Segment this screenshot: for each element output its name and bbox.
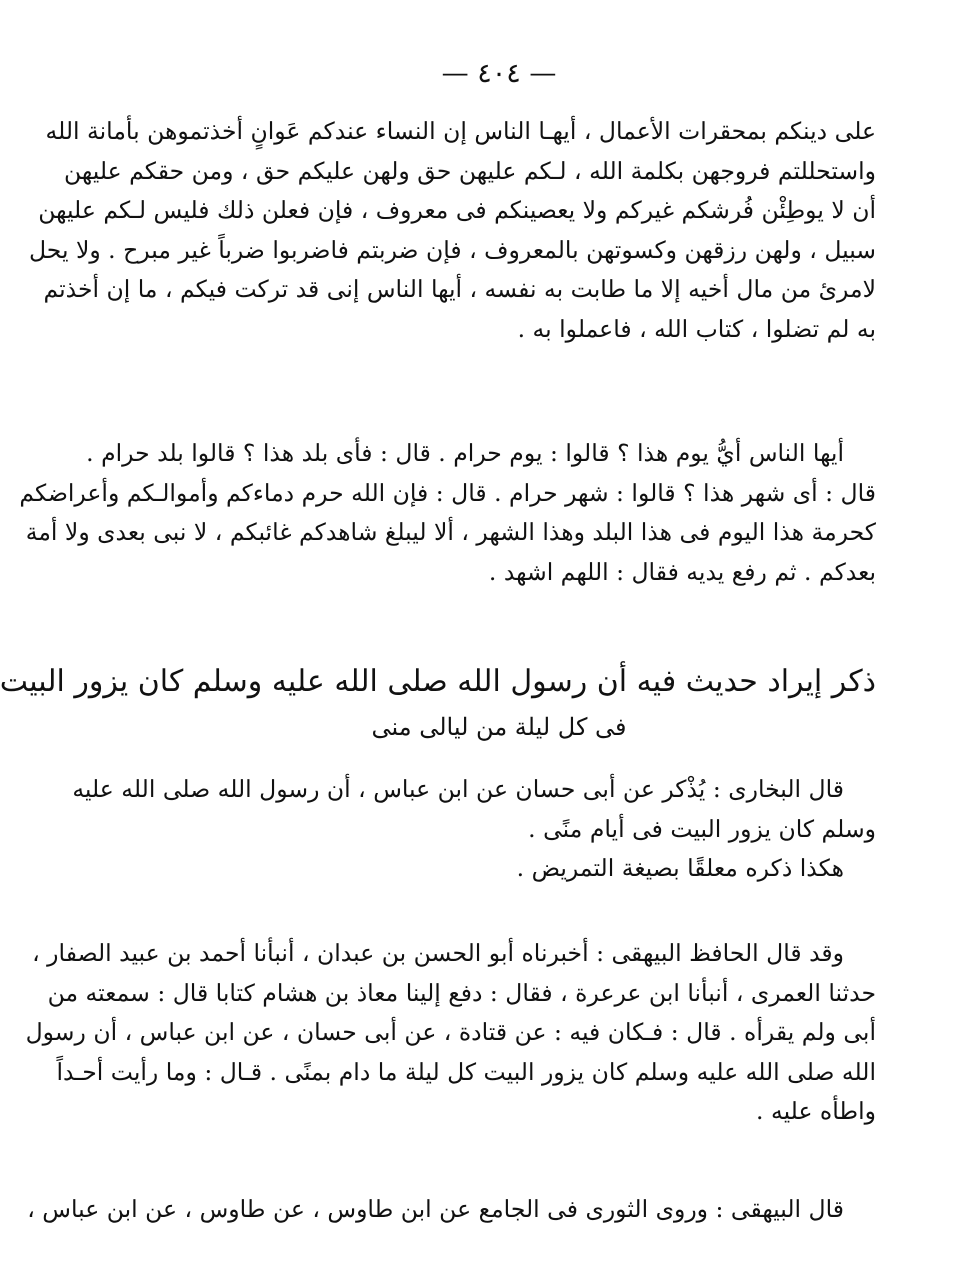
text-line: به لم تضلوا ، كتاب الله ، فاعملوا به . [517, 314, 876, 343]
text-line: وقد قال الحافظ البيهقى : أخبرناه أبو الحسن بن عبدان ، أنبأنا أحمد بن عبيد الصفار ، [32, 939, 844, 967]
section-heading-title: ذكر إيراد حديث فيه أن رسول الله صلى الله عليه وسلم كان يزور البيت [0, 664, 876, 699]
section-heading-subtitle: فى كل ليلة من ليالى منى [371, 713, 627, 741]
text-line: الله صلى الله عليه وسلم كان يزور البيت كل ليلة ما دام بمنًى . قـال : وما رأيت أحـداً [56, 1057, 876, 1086]
text-line: سبيل ، ولهن رزقهن وكسوتهن بالمعروف ، فإن ضربتم فاضربوا ضرباً غير مبرح . ولا يحل [28, 235, 876, 264]
text-line: على دينكم بمحقرات الأعمال ، أيهـا الناس إن النساء عندكم عَوانٍ أخذتموهن بأمانة الله [45, 117, 876, 145]
text-line: أيها الناس أيُّ يوم هذا ؟ قالوا : يوم حرام . قال : فأى بلد هذا ؟ قالوا بلد حرام . [86, 439, 844, 467]
text-line: أن لا يوطِئْن فُرشكم غيركم ولا يعصينكم فى معروف ، فإن فعلن ذلك فليس لـكم عليهن [38, 196, 876, 224]
paragraph-bukhari [72, 770, 876, 889]
page-number: — ٤٠٤ — [441, 58, 557, 89]
text-line: بعدكم . ثم رفع يديه فقال : اللهم اشهد . [488, 557, 876, 586]
paragraph-sermon-continuation [28, 112, 876, 349]
text-line: قال البخارى : يُذْكر عن أبى حسان عن ابن عباس ، أن رسول الله صلى الله عليه [72, 775, 844, 803]
paragraph-bayhaqi-chain [25, 934, 876, 1132]
text-line: قال البيهقى : وروى الثورى فى الجامع عن ابن طاوس ، عن طاوس ، عن ابن عباس ، [27, 1195, 844, 1223]
paragraph-day-questions [19, 434, 876, 592]
text-line: أبى ولم يقرأه . قال : فـكان فيه : عن قتادة ، عن أبى حسان ، عن ابن عباس ، أن رسول [25, 1018, 876, 1046]
section-heading [0, 656, 876, 746]
paragraph-bayhaqi-thawri [27, 1190, 876, 1230]
text-line: حدثنا العمرى ، أنبأنا ابن عرعرة ، فقال : دفع إلينا معاذ بن هشام كتابا قال : سمعته من [47, 978, 876, 1007]
text-line: واطأه عليه . [756, 1097, 876, 1125]
text-line: لامرئ من مال أخيه إلا ما طابت به نفسه ، أيها الناس إنى قد تركت فيكم ، ما إن أخذتم [43, 275, 876, 303]
text-line: هكذا ذكره معلقًا بصيغة التمريض . [516, 854, 844, 882]
text-line: كحرمة هذا اليوم فى هذا البلد وهذا الشهر ، ألا ليبلغ شاهدكم غائبكم ، لا نبى بعدى ولا أمة [25, 518, 876, 546]
text-line: وسلم كان يزور البيت فى أيام منًى . [528, 814, 876, 843]
text-line: قال : أى شهر هذا ؟ قالوا : شهر حرام . قال : فإن الله حرم دماءكم وأموالـكم وأعراضكم [19, 478, 876, 507]
text-line: واستحللتم فروجهن بكلمة الله ، لـكم عليهن حق ولهن عليكم حق ، ومن حقكم عليهن [64, 156, 876, 185]
